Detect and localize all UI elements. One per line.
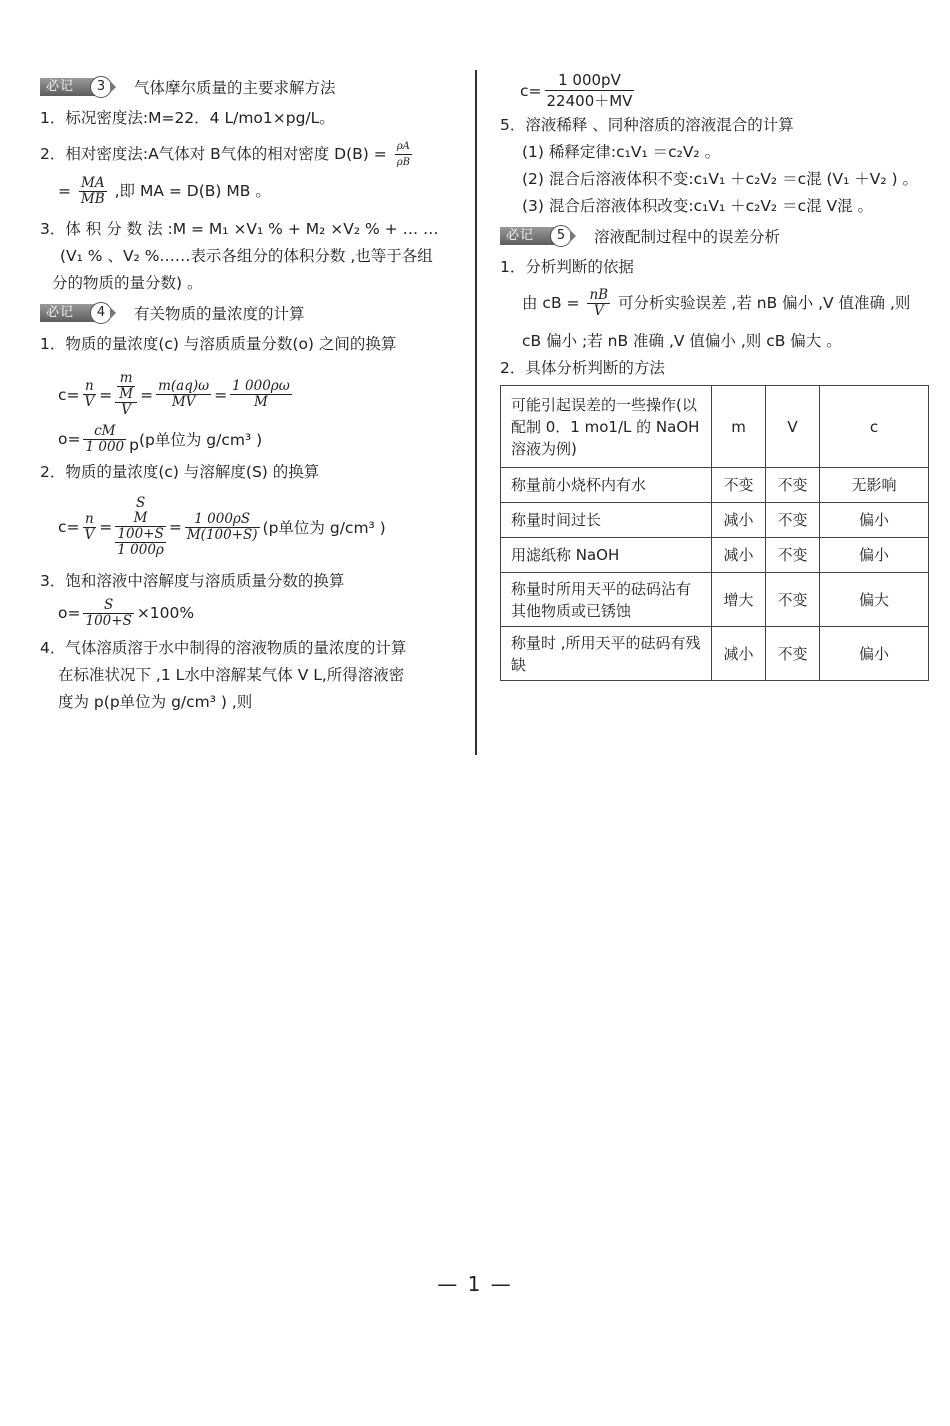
denominator: MB [80,191,105,207]
table-cell: 不变 [712,468,766,503]
section-title: 有关物质的量浓度的计算 [134,305,305,323]
table-cell: 偏小 [820,627,929,681]
table-cell: 不变 [766,573,820,627]
section-badge-icon [40,76,116,98]
text-line: 分的物质的量分数) 。 [52,274,203,292]
numerator: MA [79,176,107,192]
text-line: 1．物质的量浓度(c) 与溶质质量分数(o) 之间的换算 [40,335,397,353]
table-cell: 不变 [766,627,820,681]
table-row [501,627,929,681]
table-header-cell: 可能引起误差的一些操作(以配制 0．1 mo1/L 的 NaOH溶液为例) [501,386,712,468]
fraction [395,139,412,170]
formula-omega [58,422,468,456]
section-title: 气体摩尔质量的主要求解方法 [134,79,336,97]
section-badge-icon [40,302,116,324]
left-column [40,70,468,717]
table-row [501,538,929,573]
denominator: V [84,394,95,410]
table-cell: 称量时 ,所用天平的砝码有残缺 [501,627,712,681]
denominator: M [119,386,134,402]
text-span: 2．相对密度法:A气体对 B气体的相对密度 D(B) = [40,145,387,163]
table-cell: 用滤纸称 NaOH [501,538,712,573]
table-cell: 偏小 [820,503,929,538]
right-column [500,70,932,681]
error-analysis-table [500,385,929,681]
arrow-icon [110,307,116,319]
fraction [230,379,292,410]
equals-sign: = [168,518,182,536]
p-symbol: p [129,436,139,454]
fraction [115,371,137,418]
numerator: 1 000ρS [185,512,260,528]
badge-number: 5 [550,225,572,247]
percent-suffix: ×100% [136,604,195,622]
formula-gas-concentration [520,70,932,111]
equals-sign: = [99,385,113,404]
arrow-icon [110,81,116,93]
section-title: 溶液配制过程中的误差分析 [594,228,781,246]
numerator: S [135,495,146,511]
table-cell: 无影响 [820,468,929,503]
fraction [83,598,133,629]
numerator: M [115,511,166,527]
denominator: ρB [396,157,410,168]
text-line: cB 偏小 ;若 nB 准确 ,V 值偏小 ,则 cB 偏大 。 [522,332,842,350]
formula-prefix: o= [58,430,81,448]
denominator: 100+S [85,612,132,629]
numerator: cM [83,424,126,440]
badge-number: 4 [90,302,112,324]
denominator: 100+S [115,527,166,543]
fraction [587,288,610,319]
numerator: S [83,598,133,614]
text-line: 2．物质的量浓度(c) 与溶解度(S) 的换算 [40,463,320,481]
text-span: 可分析实验误差 ,若 nB 偏小 ,V 值准确 ,则 [618,294,911,312]
fraction [117,371,135,402]
denominator: 1 000ρ [117,542,164,558]
numerator: ρA [395,139,412,155]
fraction [79,176,107,207]
fraction [83,424,126,455]
table-header-cell: m [712,386,766,468]
formula-prefix: o= [58,604,81,622]
text-line [40,139,468,170]
formula-prefix: c= [58,385,80,404]
numerator: 1 000pV [545,70,635,91]
table-cell: 不变 [766,468,820,503]
text-line [500,288,932,319]
equals-sign: = [99,518,113,536]
fraction [545,70,635,111]
badge-label: 必记 [500,227,560,245]
formula-prefix: c= [520,81,542,100]
unit-note: (p单位为 g/cm³ ) [262,519,386,537]
table-cell: 不变 [766,538,820,573]
table-cell: 减小 [712,503,766,538]
table-cell: 减小 [712,627,766,681]
denominator: 1 000 [85,438,125,455]
denominator: MV [171,394,196,410]
table-cell: 减小 [712,538,766,573]
text-line: 1．标况密度法:M=22．4 L/mo1×pg/L。 [40,109,335,127]
text-line: (3) 混合后溶液体积改变:c₁V₁ ＋c₂V₂ ＝c混 V混 。 [522,197,874,215]
column-divider [475,70,477,755]
text-line: (1) 稀释定律:c₁V₁ ＝c₂V₂ 。 [522,143,721,161]
text-line: (V₁ % 、V₂ %……表示各组分的体积分数 ,也等于各组 [60,247,433,265]
denominator: 22400＋MV [546,92,633,110]
text-line: 3．饱和溶液中溶解度与溶质质量分数的换算 [40,572,345,590]
denominator: M(100+S) [186,526,258,543]
table-header-cell: c [820,386,929,468]
text-line [40,176,468,207]
fraction [83,379,97,410]
numerator: nB [589,287,609,303]
fraction [185,512,260,543]
text-span: 由 cB = [522,294,580,312]
table-row [501,503,929,538]
numerator: m(aq)ω [158,378,210,394]
equals-sign: = [214,385,228,404]
arrow-icon [570,230,576,242]
formula-prefix: c= [58,518,80,536]
badge-label: 必记 [40,78,100,96]
fraction [83,512,97,543]
text-line: 5．溶液稀释 、同种溶质的溶液混合的计算 [500,116,794,134]
text-line: 2．具体分析判断的方法 [500,359,665,377]
formula-omega-solubility [58,596,468,630]
table-row [501,573,929,627]
table-cell: 称量时间过长 [501,503,712,538]
text-line: 3．体 积 分 数 法 :M = M₁ ×V₁ % + M₂ ×V₂ % + … … [40,220,439,238]
page-number: — 1 — [437,1272,513,1296]
denominator: M [254,394,268,410]
section-3-header [40,72,468,102]
section-5-header [500,221,932,251]
numerator: n [83,379,97,395]
numerator: 1 000ρω [232,378,290,394]
numerator: n [83,512,97,528]
unit-note: (p单位为 g/cm³ ) [138,431,263,449]
section-4-header [40,298,468,328]
numerator [115,371,137,403]
table-cell: 增大 [712,573,766,627]
denominator: V [593,303,604,319]
text-line: (2) 混合后溶液体积不变:c₁V₁ ＋c₂V₂ ＝c混 (V₁ ＋V₂ ) 。 [522,170,919,188]
table-cell: 偏大 [820,573,929,627]
equals-sign: = [140,385,154,404]
equals-sign: = [58,182,76,200]
text-line: 1．分析判断的依据 [500,258,634,276]
denominator: V [84,526,95,543]
table-cell: 偏小 [820,538,929,573]
denominator: V [121,402,132,418]
stacked-fraction [115,496,166,558]
numerator: m [117,371,135,387]
table-row [501,468,929,503]
table-cell: 不变 [766,503,820,538]
table-cell: 称量前小烧杯内有水 [501,468,712,503]
fraction [156,379,211,410]
table-cell: 称量时所用天平的砝码沾有其他物质或已锈蚀 [501,573,712,627]
badge-number: 3 [90,76,112,98]
section-badge-icon [500,225,576,247]
text-line: 度为 p(p单位为 g/cm³ ) ,则 [58,693,253,711]
text-line: 4．气体溶质溶于水中制得的溶液物质的量浓度的计算 [40,639,407,657]
text-line: 在标准状况下 ,1 L水中溶解某气体 V L,所得溶液密 [58,666,405,684]
formula-c-solubility [58,489,468,565]
table-header-row [501,386,929,468]
badge-label: 必记 [40,304,100,322]
text-span: ,即 MA = D(B) MB 。 [114,182,271,200]
formula-c-omega [58,371,468,418]
table-header-cell: V [766,386,820,468]
